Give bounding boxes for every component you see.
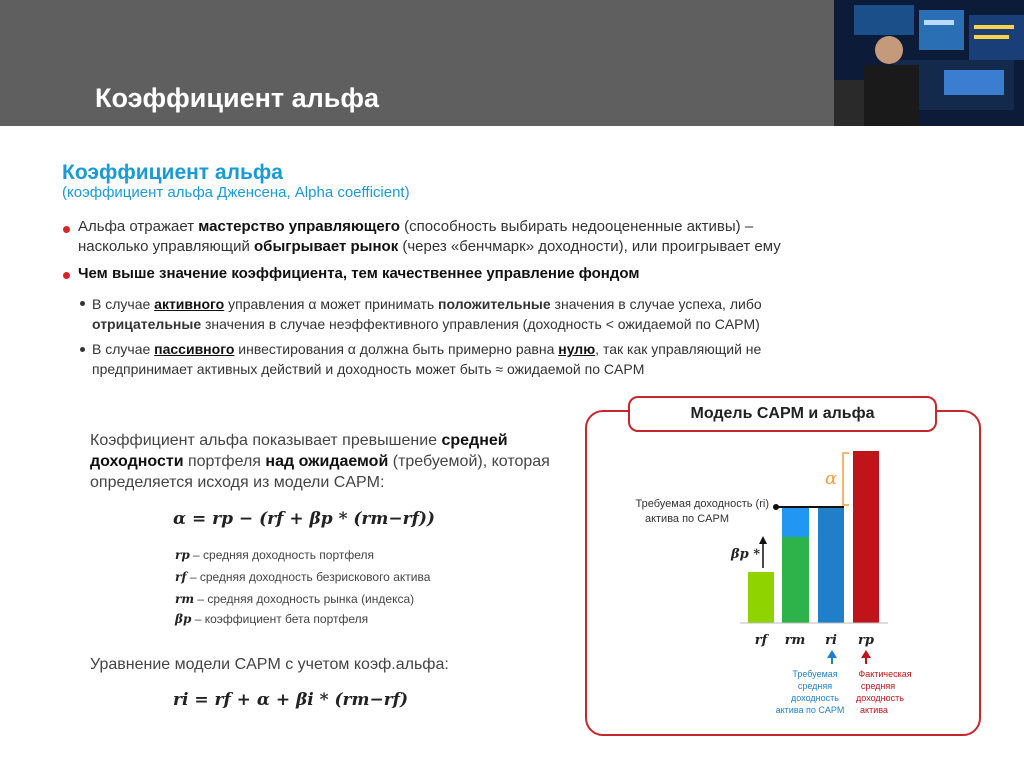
text-bold: отрицательные: [92, 316, 202, 332]
legend-symbol: rf: [175, 570, 187, 584]
text-run: управления α может принимать: [224, 296, 439, 312]
alpha-formula: α = rp − (rf + βp * (rm−rf)): [173, 509, 435, 529]
required-return-dot: [773, 504, 779, 510]
text-underlined: нулю: [558, 341, 596, 357]
bullet-higher-value: Чем выше значение коэффициента, тем качественнее управление фондом: [78, 265, 640, 282]
blue-note-arrowhead: [827, 650, 837, 658]
beta-label: βp *: [730, 547, 760, 562]
text-run: Альфа отражает: [78, 218, 199, 235]
x-label-rp: rp: [858, 633, 874, 648]
text-bold: над ожидаемой: [265, 453, 389, 470]
text-run: В случае: [92, 296, 155, 312]
x-label-rf: rf: [754, 633, 768, 648]
text-run: Коэффициент альфа показывает превышение: [90, 432, 442, 449]
text-run: , так как управляющий не: [595, 341, 762, 357]
blue-note-3: доходность: [791, 693, 839, 703]
bar-rp: [853, 451, 879, 623]
red-note-4: актива: [860, 705, 888, 715]
blue-note-4: актива по CAPM: [775, 705, 845, 715]
x-label-rm: rm: [784, 633, 806, 648]
capm-label: Уравнение модели CAPM с учетом коэф.альфа:: [90, 656, 449, 673]
text-underlined: пассивного: [154, 341, 235, 357]
legend-text: – средняя доходность безрискового актива: [186, 570, 431, 584]
bar-ri: [818, 507, 844, 623]
text-run: (через «бенчмарк» доходности), или проигрывает ему: [398, 238, 781, 255]
red-note-3: доходность: [856, 693, 904, 703]
text-run: значения в случае неэффективного управления (доходность < ожидаемой по CAPM): [201, 316, 760, 332]
text-bold: мастерство управляющего: [198, 218, 400, 235]
text-bold: обыгрывает рынок: [254, 238, 399, 255]
text-run: значения в случае успеха, либо: [550, 296, 762, 312]
text-underlined: активного: [154, 296, 225, 312]
text-run: насколько управляющий: [78, 238, 255, 255]
legend-text: – коэффициент бета портфеля: [191, 612, 369, 626]
text-bold: средней доходности: [90, 432, 508, 470]
legend-symbol: rm: [175, 592, 195, 606]
text-run: (требуемой), которая определяется исходя из модели CAPM:: [90, 453, 550, 491]
section-title: Коэффициент альфа: [62, 161, 283, 184]
text-run: предпринимает активных действий и доходность может быть ≈ ожидаемой по CAPM: [92, 361, 645, 377]
blue-note-1: Требуемая: [792, 669, 838, 679]
bar-rf: [748, 572, 774, 623]
legend-symbol: βp: [175, 612, 192, 626]
legend-text: – средняя доходность рынка (индекса): [194, 592, 415, 606]
red-note-2: средняя: [860, 681, 896, 691]
bar-rm-base: [782, 537, 809, 623]
required-label-line1: Требуемая доходность (ri): [635, 498, 769, 510]
alpha-label: α: [825, 468, 838, 489]
red-note-arrowhead: [861, 650, 871, 658]
text-run: В случае: [92, 341, 155, 357]
capm-formula: ri = rf + α + βi * (rm−rf): [173, 690, 409, 710]
red-note-1: Фактическая: [858, 669, 912, 679]
section-subtitle: (коэффициент альфа Дженсена, Alpha coefficient): [62, 184, 410, 201]
bar-rm-top: [782, 507, 809, 537]
panel-title: Модель CAPM и альфа: [628, 396, 937, 432]
text-run: (способность выбирать недооцененные активы) –: [399, 218, 754, 235]
text-bold: положительные: [438, 296, 551, 312]
legend-symbol: rp: [175, 548, 190, 562]
header-title: Коэффициент альфа: [95, 83, 380, 113]
text-run: инвестирования α должна быть примерно равна: [234, 341, 559, 357]
x-label-ri: ri: [825, 633, 837, 648]
legend-text: – средняя доходность портфеля: [189, 548, 375, 562]
beta-arrowhead: [759, 536, 767, 544]
required-label-line2: актива по CAPM: [644, 513, 729, 525]
alpha-bracket: [843, 453, 849, 505]
text-run: портфеля: [183, 453, 266, 470]
blue-note-2: средняя: [797, 681, 833, 691]
